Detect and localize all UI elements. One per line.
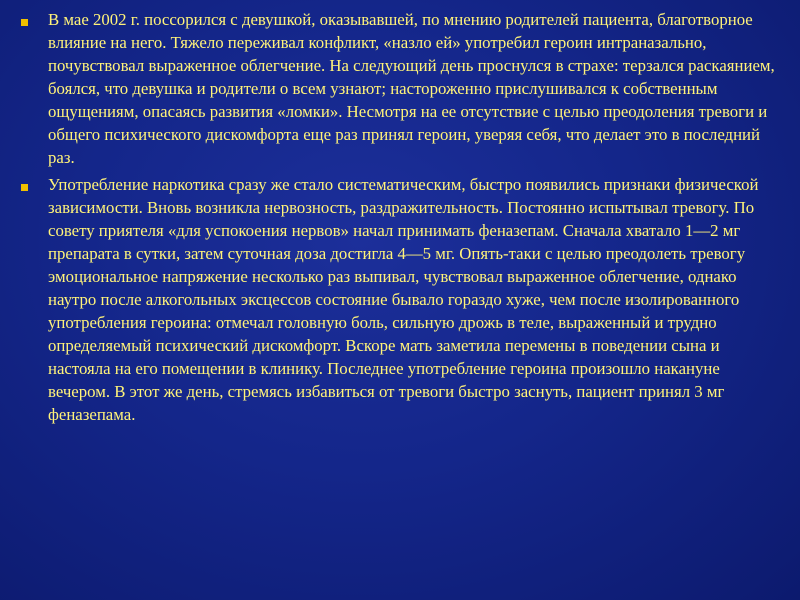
bullet-item xyxy=(20,173,782,426)
bullet-list xyxy=(20,8,782,430)
square-bullet-icon xyxy=(20,8,48,31)
paragraph-text: Употребление наркотика сразу же стало систематическим, быстро появились признаки физической зависимости. Вновь возникла нервозность, раздражительность. Постоянно испытывал тревогу. По совету приятеля «для успокоения нервов» начал принимать феназепам. Сначала хватало 1—2 мг препарата в сутки, затем суточная доза достигла 4—5 мг. Опять-таки с целью преодолеть тревогу эмоциональное напряжение несколько раз выпивал, чувствовал выраженное облегчение, однако наутро после алкогольных эксцессов состояние бывало гораздо хуже, чем после изолированного употребления героина: отмечал головную боль, сильную дрожь в теле, выраженный и трудно определяемый психический дискомфорт. Вскоре мать заметила перемены в поведении сына и настояла на его помещении в клинику. Последнее употребление героина произошло накануне вечером. В этот же день, стремясь избавиться от тревоги быстро заснуть, пациент принял 3 мг феназепама. xyxy=(48,175,759,424)
bullet-item xyxy=(20,8,782,169)
paragraph-text: В мае 2002 г. поссорился с девушкой, оказывавшей, по мнению родителей пациента, благотворное влияние на него. Тяжело переживал конфликт, «назло ей» употребил героин интраназально, почувствовал выраженное облегчение. На следующий день проснулся в страхе: терзался раскаянием, боялся, что девушка и родители о всем узнают; настороженно прислушивался к собственным ощущениям, опасаясь развития «ломки». Несмотря на ее отсутствие с целью преодоления тревоги и общего психического дискомфорта еще раз принял героин, уверяя себя, что делает это в последний раз. xyxy=(48,10,775,167)
square-bullet-icon xyxy=(20,173,48,196)
